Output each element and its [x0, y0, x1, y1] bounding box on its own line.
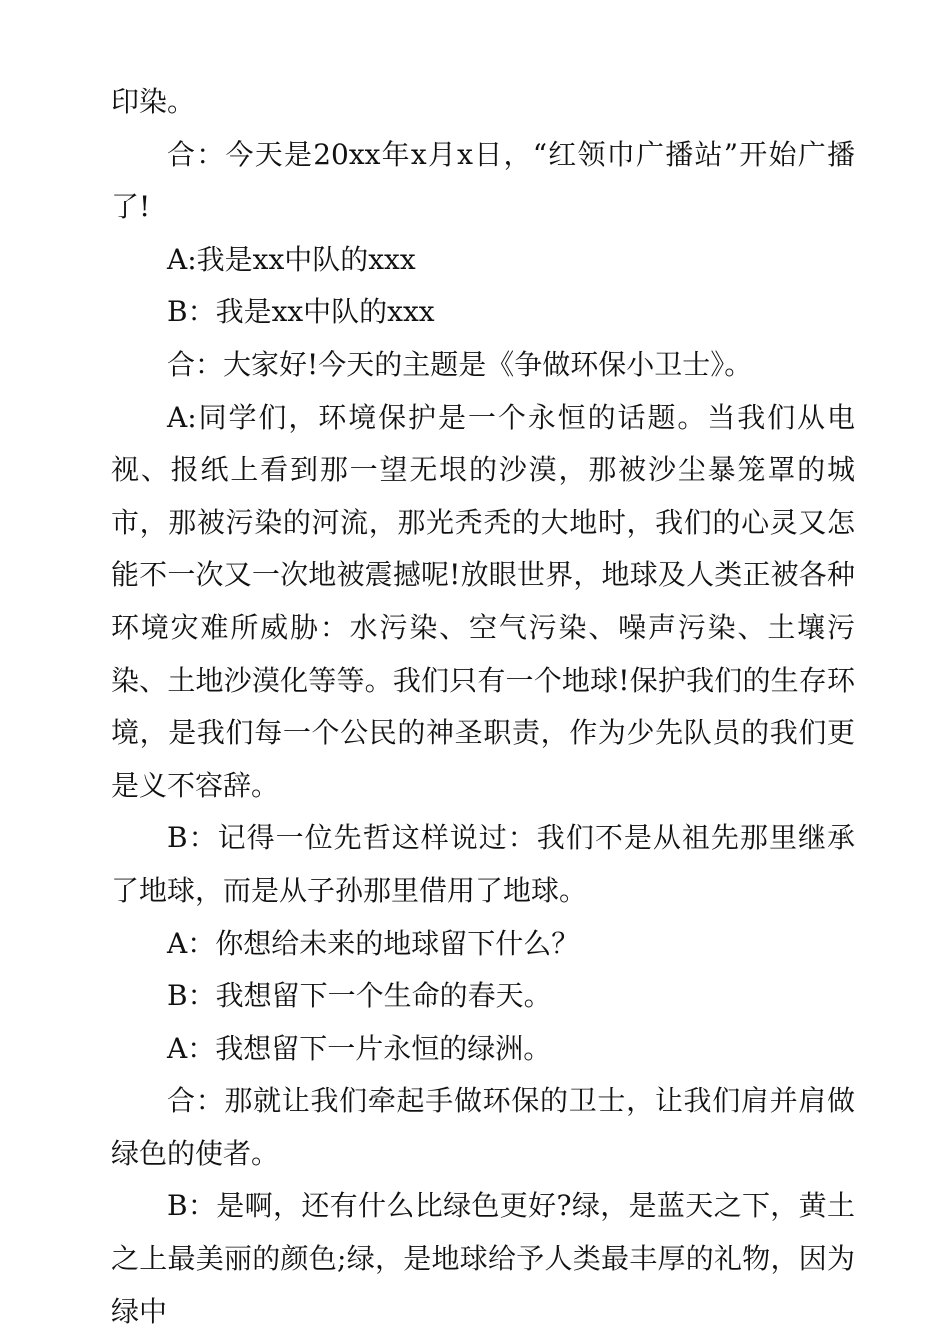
document-body — [111, 76, 855, 1338]
paragraph-a-intro: A:我是xx中队的xxx — [167, 242, 416, 276]
paragraph-continuation: 印染。 — [111, 85, 196, 118]
paragraph-b-spring: B：我想留下一个生命的春天。 — [167, 979, 552, 1013]
paragraph-b-green: B：是啊，还有什么比绿色更好?绿，是蓝天之下，黄土之上最美丽的颜色;绿，是地球给予人类最丰厚的礼物，因为绿中 — [111, 1189, 855, 1328]
paragraph-theme: 合：大家好!今天的主题是《争做环保小卫士》。 — [167, 347, 753, 381]
paragraph-a-question: A：你想给未来的地球留下什么？ — [167, 926, 580, 960]
paragraph-together-guardians: 合：那就让我们牵起手做环保的卫士，让我们肩并肩做绿色的使者。 — [111, 1084, 855, 1170]
paragraph-a-environment: A:同学们，环境保护是一个永恒的话题。当我们从电视、报纸上看到那一望无垠的沙漠，那被沙尘暴笼罩的城市，那被污染的河流，那光秃秃的大地时，我们的心灵又怎能不一次又一次地被震撼呢!放眼世界，地球及人类正被各种环境灾难所威胁：水污染、空气污染、噪声污染、土壤污染、土地沙漠化等等。我们只有一个地球!保护我们的生存环境，是我们每一个公民的神圣职责，作为少先队员的我们更是义不容辞。 — [111, 400, 855, 802]
paragraph-opening-together: 合：今天是20xx年x月x日，“红领巾广播站”开始广播了! — [111, 137, 855, 224]
paragraph-a-oasis: A：我想留下一片永恒的绿洲。 — [167, 1031, 552, 1065]
paragraph-b-intro: B：我是xx中队的xxx — [167, 295, 435, 329]
paragraph-b-quote: B：记得一位先哲这样说过：我们不是从祖先那里继承了地球，而是从子孙那里借用了地球。 — [111, 821, 855, 907]
